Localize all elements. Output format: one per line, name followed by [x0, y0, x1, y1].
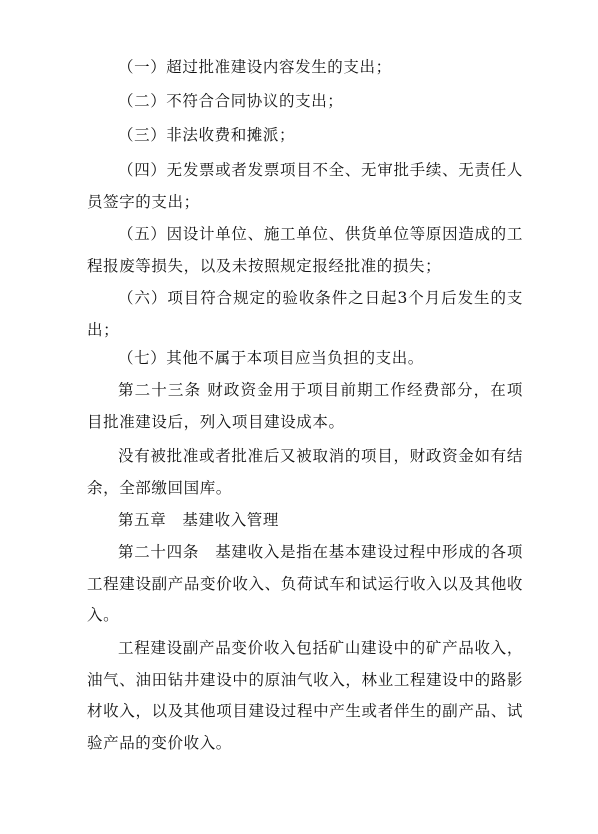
paragraph-item-4: （四）无发票或者发票项目不全、无审批手续、无责任人员签字的支出；	[87, 161, 523, 211]
paragraph-item-1: （一）超过批准建设内容发生的支出；	[118, 58, 392, 76]
paragraph-item-7: （七）其他不属于本项目应当负担的支出。	[118, 349, 424, 367]
article-23-continuation: 没有被批准或者批准后又被取消的项目，财政资金如有结余，全部缴回国库。	[87, 447, 523, 497]
paragraph-item-6: （六）项目符合规定的验收条件之日起3个月后发生的支出；	[87, 289, 523, 339]
article-23: 第二十三条 财政资金用于项目前期工作经费部分，在项目批准建设后，列入项目建设成本。	[87, 381, 523, 431]
article-24-details: 工程建设副产品变价收入包括矿山建设中的矿产品收入，油气、油田钻井建设中的原油气收入，林业工程建设中的路影材收入，以及其他项目建设过程中产生或者伴生的副产品、试验产品的变价收入。	[87, 639, 523, 752]
paragraph-item-5: （五）因设计单位、施工单位、供货单位等原因造成的工程报废等损失，以及未按照规定报经批准的损失；	[87, 225, 523, 275]
chapter-heading: 第五章 基建收入管理	[118, 511, 280, 529]
paragraph-item-3: （三）非法收费和摊派；	[118, 126, 296, 144]
paragraph-item-2: （二）不符合合同协议的支出；	[118, 92, 344, 110]
article-24: 第二十四条 基建收入是指在基本建设过程中形成的各项工程建设副产品变价收入、负荷试车和试运行收入以及其他收入。	[87, 543, 523, 624]
